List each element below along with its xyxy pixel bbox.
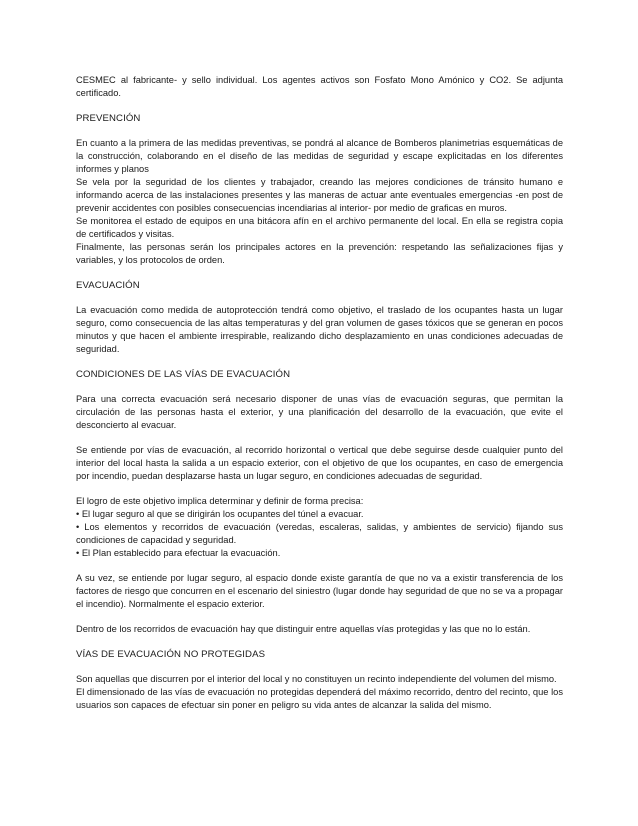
prevencion-line: Finalmente, las personas serán los principales actores en la prevención: respetando las señalizaciones fijas y variables, y los protocolos de orden. (76, 242, 563, 265)
no-protegidas-line: El dimensionado de las vías de evacuación no protegidas dependerá del máximo recorrido, dentro del recinto, que los usuarios son capaces de efectuar sin poner en peligro su vida antes de alcanzar la salida del mismo. (76, 687, 563, 710)
condiciones-paragraph-1: Para una correcta evacuación será necesario disponer de unas vías de evacuación seguras, que permitan la circulación de las personas hasta el exterior, y una planificación del desarrollo de la evacuación, que evite el desconcierto al evacuar. (76, 394, 563, 430)
no-protegidas-paragraph (76, 673, 563, 712)
prevencion-line: Se monitorea el estado de equipos en una bitácora afín en el archivo permanente del local. En ella se registra copia de certificados y visitas. (76, 216, 563, 239)
prevencion-line: Se vela por la seguridad de los clientes y trabajador, creando las mejores condiciones de tránsito humano e informando acerca de las instalaciones presentes y las maneras de actuar ante eventuales emergencias -en post de prevenir accidentes con posibles consecuencias incendiarias al interior- por medio de graficas en muros. (76, 177, 563, 213)
document-body (76, 74, 563, 712)
prevencion-paragraph (76, 137, 563, 267)
no-protegidas-line: Son aquellas que discurren por el interior del local y no constituyen un recinto independiente del volumen del mismo. (76, 674, 557, 684)
heading-condiciones: CONDICIONES DE LAS VÍAS DE EVACUACIÓN (76, 369, 291, 380)
heading-evacuacion: EVACUACIÓN (76, 280, 140, 291)
heading-no-protegidas: VÍAS DE EVACUACIÓN NO PROTEGIDAS (76, 649, 266, 660)
heading-prevencion: PREVENCIÓN (76, 113, 141, 124)
condiciones-paragraph-5: Dentro de los recorridos de evacuación hay que distinguir entre aquellas vías protegidas y las que no lo están. (76, 624, 531, 634)
bullet-item: • Los elementos y recorridos de evacuación (veredas, escaleras, salidas, y ambientes de servicio) fijando sus condiciones de capacidad y seguridad. (76, 522, 563, 545)
bullet-item: • El lugar seguro al que se dirigirán los ocupantes del túnel a evacuar. (76, 509, 364, 519)
intro-paragraph: CESMEC al fabricante- y sello individual. Los agentes activos son Fosfato Mono Amónico y CO2. Se adjunta certificado. (76, 75, 563, 98)
bullet-item: • El Plan establecido para efectuar la evacuación. (76, 548, 281, 558)
objective-intro-line: El logro de este objetivo implica determinar y definir de forma precisa: (76, 496, 364, 506)
condiciones-paragraph-3 (76, 495, 563, 560)
condiciones-paragraph-2: Se entiende por vías de evacuación, al recorrido horizontal o vertical que debe seguirse desde cualquier punto del interior del local hasta la salida a un espacio exterior, con el objetivo de que los ocupantes, en caso de emergencia por incendio, puedan desplazarse hasta un lugar seguro, en condiciones adecuadas de seguridad. (76, 445, 563, 481)
condiciones-paragraph-4: A su vez, se entiende por lugar seguro, al espacio donde existe garantía de que no va a existir transferencia de los factores de riesgo que concurren en el escenario del siniestro (lugar donde hay seguridad de que no se va a propagar el incendio). Normalmente el espacio exterior. (76, 573, 563, 609)
evacuacion-paragraph: La evacuación como medida de autoprotección tendrá como objetivo, el traslado de los ocupantes hasta un lugar seguro, como consecuencia de las altas temperaturas y del gran volumen de gases tóxicos que se generan en pocos minutos y que hacen el ambiente irrespirable, realizando dicho desplazamiento en unas condiciones adecuadas de seguridad. (76, 305, 563, 354)
prevencion-line: En cuanto a la primera de las medidas preventivas, se pondrá al alcance de Bomberos planimetrias esquemáticas de la construcción, colaborando en el diseño de las medidas de seguridad y escape explicitadas en los diferentes informes y planos (76, 138, 563, 174)
